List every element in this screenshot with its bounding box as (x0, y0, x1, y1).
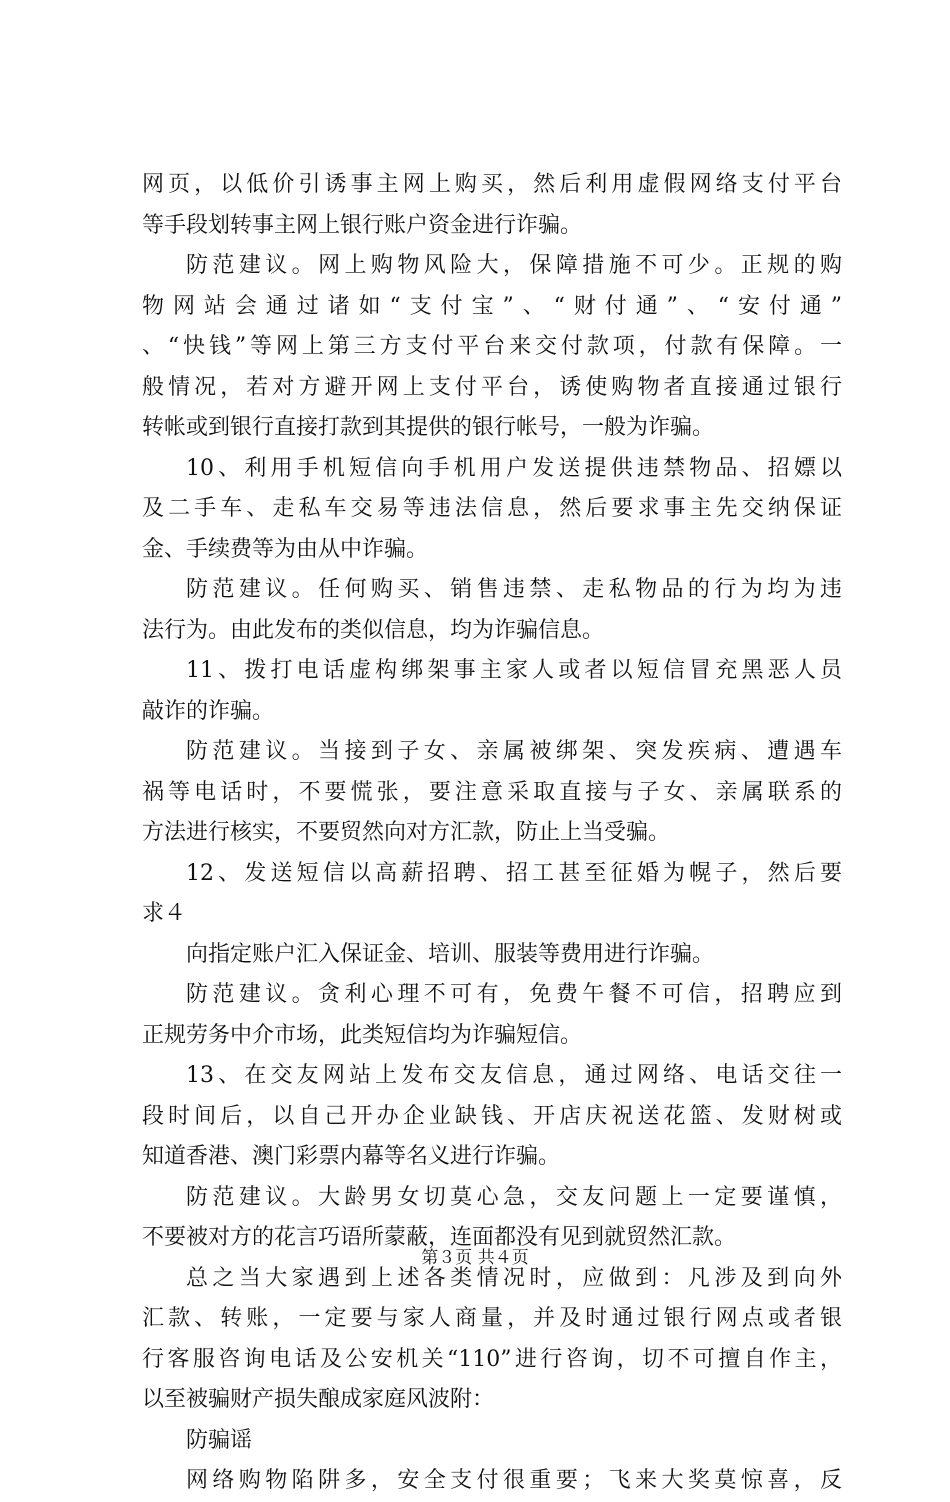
text-line: 12、发送短信以高薪招聘、招工甚至征婚为幌子，然后要 (186, 860, 842, 886)
text-line: 行客服咨询电话及公安机关“110”进行咨询，切不可擅自作主， (142, 1346, 842, 1372)
page-footer: 第３页 共４页 (421, 1248, 529, 1268)
text-line: 以至被骗财产损失酿成家庭风波附： (142, 1387, 495, 1412)
text-line: 般情况，若对方避开网上支付平台，诱使购物者直接通过银行 (142, 374, 842, 400)
text-line: 祸等电话时，不要慌张，要注意采取直接与子女、亲属联系的 (142, 779, 842, 805)
text-line: 不要被对方的花言巧语所蒙蔽，连面都没有见到就贸然汇款。 (142, 1225, 737, 1250)
text-line: 防范建议。网上购物风险大，保障措施不可少。正规的购 (186, 253, 842, 278)
text-line: 求４ (142, 901, 187, 926)
text-line: 金、手续费等为由从中诈骗。 (142, 536, 429, 562)
text-line: 等手段划转事主网上银行账户资金进行诈骗。 (142, 212, 583, 238)
text-line: 及二手车、走私车交易等违法信息，然后要求事主先交纳保证 (142, 496, 842, 521)
text-line: 段时间后，以自己开办企业缺钱、开店庆祝送花篮、发财树或 (142, 1103, 842, 1129)
text-line: 防范建议。贪利心理不可有，免费午餐不可信，招聘应到 (186, 982, 842, 1007)
text-line: 网页，以低价引诱事主网上购买，然后利用虚假网络支付平台 (142, 172, 842, 197)
text-line: 正规劳务中介市场，此类短信均为诈骗短信。 (142, 1022, 583, 1048)
text-line: 11、拨打电话虚构绑架事主家人或者以短信冒充黑恶人员 (186, 658, 842, 683)
text-line: 防范建议。大龄男女切莫心急，交友问题上一定要谨慎， (186, 1184, 842, 1210)
text-line: 总之当大家遇到上述各类情况时，应做到：凡涉及到向外 (186, 1265, 842, 1291)
text-line: 防范建议。当接到子女、亲属被绑架、突发疾病、遭遇车 (186, 739, 842, 764)
text-line: 方法进行核实，不要贸然向对方汇款，防止上当受骗。 (142, 820, 671, 845)
text-line: 法行为。由此发布的类似信息，均为诈骗信息。 (142, 617, 605, 643)
text-line: 10、利用手机短信向手机用户发送提供违禁物品、招嫖以 (186, 455, 842, 481)
text-line: 转帐或到银行直接打款到其提供的银行帐号，一般为诈骗。 (142, 415, 715, 440)
section-heading: 防骗谣 (186, 1427, 253, 1453)
text-line: 、“快钱”等网上第三方支付平台来交付款项，付款有保障。一 (142, 334, 842, 359)
text-line: 防范建议。任何购买、销售违禁、走私物品的行为均为违 (186, 577, 842, 602)
body-text (142, 165, 842, 1502)
text-line: 敲诈的诈骗。 (142, 698, 275, 724)
text-line: 向指定账户汇入保证金、培训、服装等费用进行诈骗。 (186, 941, 715, 967)
text-line: 物网站会通过诸如“支付宝”、“财付通”、“安付通” (142, 293, 842, 319)
text-line: 网络购物陷阱多，安全支付很重要；飞来大奖莫惊喜，反 (186, 1468, 842, 1493)
text-line: 13、在交友网站上发布交友信息，通过网络、电话交往一 (186, 1063, 842, 1088)
text-line: 汇款、转账，一定要与家人商量，并及时通过银行网点或者银 (142, 1306, 842, 1331)
text-line: 知道香港、澳门彩票内幕等名义进行诈骗。 (142, 1144, 561, 1169)
